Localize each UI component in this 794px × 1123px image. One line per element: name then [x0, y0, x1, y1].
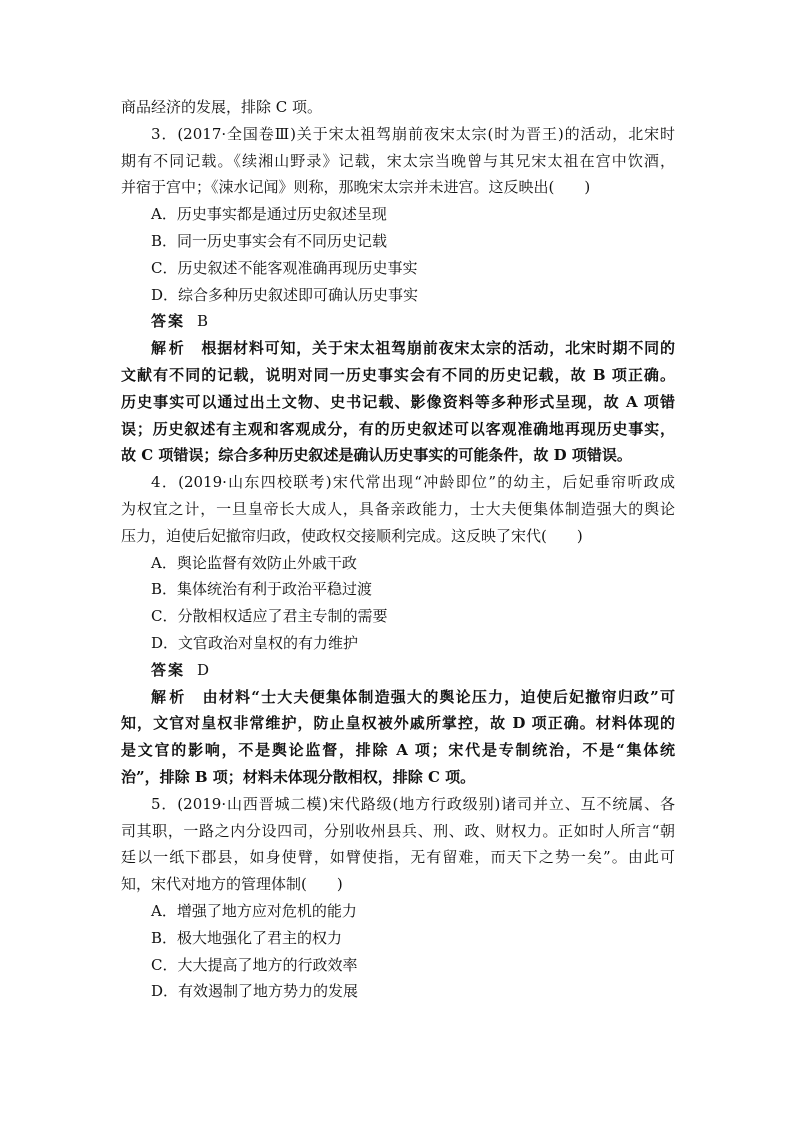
question-4-option-b: B．集体统治有利于政治平稳过渡: [151, 580, 373, 599]
question-4-answer: [121, 657, 675, 684]
document-page: [121, 94, 675, 1005]
question-4: [121, 469, 675, 791]
question-5-option-c: C．大大提高了地方的行政效率: [151, 955, 358, 974]
question-3-stem-line: 并宿于宫中；《涑水记闻》则称，那晚宋太宗并未进宫。这反映出( ): [121, 178, 591, 197]
answer-value: B: [197, 312, 209, 331]
question-5-stem-line: 知，宋代对地方的管理体制( ): [121, 875, 343, 894]
question-3-analysis-line: 文献有不同的记载，说明对同一历史事实会有不同的历史记载，故 B 项正确。: [121, 365, 675, 384]
answer-label: 答案: [151, 660, 186, 679]
question-4-analysis-line: 治”，排除 B 项；材料未体现分散相权，排除 C 项。: [121, 767, 476, 786]
analysis-label: 解析: [151, 687, 188, 706]
question-4-option-c: C．分散相权适应了君主专制的需要: [151, 607, 388, 626]
question-4-option-d: D．文官政治对皇权的有力维护: [151, 633, 359, 652]
question-5-stem-line: 司其职，一路之内分设四司，分别收州县兵、刑、政、财权力。正如时人所言“朝: [121, 821, 675, 840]
question-3-analysis-line: 故 C 项错误；综合多种历史叙述是确认历史事实的可能条件，故 D 项错误。: [121, 446, 632, 465]
question-3: [121, 121, 675, 469]
analysis-text: 由材料“士大夫便集体制造强大的舆论压力，迫使后妃撤帘归政”可: [201, 687, 675, 706]
question-5-option-a: A．增强了地方应对危机的能力: [151, 901, 357, 920]
question-4-stem-line: 为权宜之计，一旦皇帝长大成人，具备亲政能力，士大夫便集体制造强大的舆论: [121, 499, 675, 518]
question-3-option-b: B．同一历史事实会有不同历史记载: [151, 231, 388, 250]
answer-label: 答案: [151, 312, 186, 331]
question-3-stem-line: 3．(2017·全国卷Ⅲ)关于宋太祖驾崩前夜宋太宗(时为晋王)的活动，北宋时: [151, 124, 675, 143]
question-3-stem-line: 期有不同记载。《续湘山野录》记载，宋太宗当晚曾与其兄宋太祖在宫中饮酒，: [121, 151, 675, 170]
question-4-analysis-line: 是文官的影响，不是舆论监督，排除 A 项；宋代是专制统治，不是“集体统: [121, 741, 675, 760]
question-3-analysis-line: [121, 335, 675, 362]
question-3-option-a: A．历史事实都是通过历史叙述呈现: [151, 205, 387, 224]
answer-value: D: [197, 660, 210, 679]
question-3-option-c: C．历史叙述不能客观准确再现历史事实: [151, 258, 418, 277]
question-4-option-a: A．舆论监督有效防止外戚干政: [151, 553, 357, 572]
question-5: [121, 791, 675, 1005]
question-5-option-d: D．有效遏制了地方势力的发展: [151, 982, 359, 1001]
question-3-answer: [121, 308, 675, 335]
question-4-stem-line: 4．(2019·山东四校联考)宋代常出现“冲龄即位”的幼主，后妃垂帘听政成: [151, 473, 675, 492]
question-4-stem-line: 压力，迫使后妃撤帘归政，使政权交接顺利完成。这反映了宋代( ): [121, 526, 583, 545]
question-5-stem-line: 廷以一纸下郡县，如身使臂，如臂使指，无有留难，而天下之势一矣”。由此可: [121, 848, 675, 867]
analysis-label: 解析: [151, 339, 187, 358]
question-3-analysis-line: 历史事实可以通过出土文物、史书记载、影像资料等多种形式呈现，故 A 项错: [121, 392, 675, 411]
previous-analysis-ending: 商品经济的发展，排除 C 项。: [121, 98, 323, 116]
question-4-analysis-line: [121, 684, 675, 711]
question-4-analysis-line: 知，文官对皇权非常维护，防止皇权被外戚所掌控，故 D 项正确。材料体现的: [121, 714, 675, 733]
question-5-stem-line: 5．(2019·山西晋城二模)宋代路级(地方行政级别)诸司并立、互不统属、各: [151, 794, 675, 813]
analysis-text: 根据材料可知，关于宋太祖驾崩前夜宋太宗的活动，北宋时期不同的: [200, 339, 675, 358]
question-5-option-b: B．极大地强化了君主的权力: [151, 928, 343, 947]
question-3-option-d: D．综合多种历史叙述即可确认历史事实: [151, 285, 419, 304]
question-3-analysis-line: 误；历史叙述有主观和客观成分，有的历史叙述可以客观准确地再现历史事实，: [121, 419, 675, 438]
